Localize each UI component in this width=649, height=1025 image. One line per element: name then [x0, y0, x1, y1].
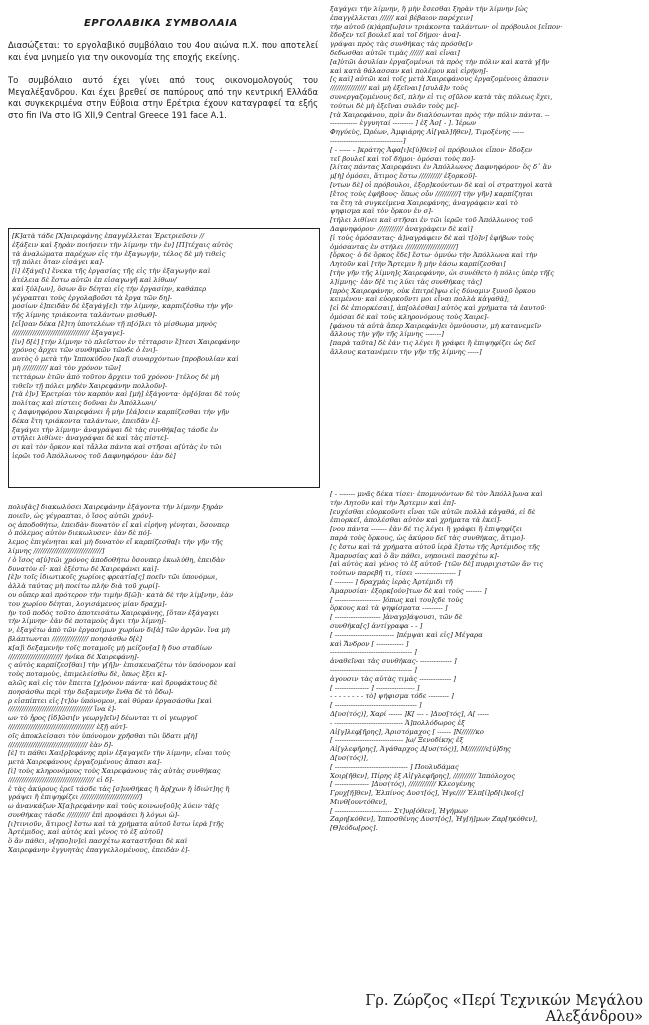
source-caption: Γρ. Ζώρζος «Περί Τεχνικών Μεγάλου Αλεξάνδρου»	[365, 993, 643, 1025]
inscription-line: αλῶς καὶ εἰς τὸν ἔπειτα [χ]ρόνον πάντα· καὶ δρυφάκτους δὲ	[8, 678, 218, 687]
inscription-line: Ἀρτέμιδος, καὶ αὐτὸς καὶ γένος τὸ ἐξ αὐτοῦ]	[8, 828, 163, 837]
inscription-line: [τήλει λιθίνει καὶ στῆσαι ἐν τῶι ἱερῶι τοῦ Ἀπόλλωνος τοῦ	[330, 216, 533, 225]
inscription-line: οῖς ἀποκλείσασι τὸν ὑπόνομον χρῆσθαι τῶι ὕδατι μ[ὴ]	[8, 731, 198, 740]
inscription-line: βλάπτωνται //////////////// ποησάσθω δ[ὲ]	[8, 634, 142, 643]
inscription-line: τῇ πόλει ὅταν εἰσάγει κα]-	[12, 258, 105, 267]
inscription-line: ος ἀποδοθήτω, ἐπειδὰν δυνατὸν εἶ καὶ εἰρήνη γένηται, ὅσονπερ	[8, 520, 230, 529]
inscription-line: [ - ----- - ]κράτης Ἀφα[ι]ε[ὺ]θεν] οἱ πρόβουλοι εἶπον· ἔδοξεν	[330, 145, 533, 154]
inscription-line: [τὰ Χαιρεφάνου, πρὶν ἂν διαλύσωνται πρὸς τὴν πόλιν πάντα. --	[330, 110, 550, 119]
inscription-line: ὁ πόλεμος αὐτὸν διεκωλυσεν· ἐὰν δὲ πό]-	[8, 529, 152, 538]
inscription-line: ////////////////////////////////////// ἐξῇ αὐτ]-	[8, 722, 128, 731]
inscription-line: λεμος ἐπιγένηται καὶ μὴ δυνατὸν εἶ καρπίζεσθα[ι τὴν γῆν τῆς	[8, 538, 223, 547]
inscription-line: Γρυχ[ῆ]θεν], Ἐλπίνος Δυστ[ός], Ἡγε//// Ἐλπ[ί]ρδ[ι]κο[ς]	[330, 789, 524, 798]
inscription-line: [νου πάντα ------- ἐὰν δέ τις λέγει ἢ γράφει ἢ ἐπιψηφίζει	[330, 525, 523, 534]
inscription-line: Αἰ[γ]λεφ[ῆρης], Ἀριστόμαχος [ ------ ]Ν//////κο	[330, 727, 484, 736]
inscription-line: ξαγάγει τὴν λίμνην· ἀναγράψαι δὲ τὰς συνθήκ[ας τάσδε ἐν	[12, 425, 219, 434]
inscription-line: ------------ ἐγγυηταί --------- ] ἐξ Ἀσ[ - ]. Ἱέρων	[330, 119, 477, 128]
inscription-line: ἱερῶι τοῦ Ἀπόλλωνος τοῦ Δαφνηφόρου· ἐὰν δὲ]	[12, 451, 176, 460]
inscription-line: συνθήκας τάσδε ////////// ἐπὶ προφάσει ἢ λόγωι ὡ]-	[8, 810, 180, 819]
inscription-line: αυτὸς ὁ μετὰ τὴν Ἱπποκύδου [κα]ὶ συναρχόντων [προβουλίαν καὶ	[12, 355, 239, 364]
inscription-line: ἀγουσιν τὰς αὐτὰς τιμὰς -------------- ]	[330, 674, 456, 683]
inscription-line: [ -------------------- ]ἀναγρ]άψουσι, τῶν δὲ	[330, 613, 463, 622]
inscription-line: καὶ κατὰ θάλασσαν καὶ πολέμου καὶ εἰρήνη]-	[330, 66, 488, 75]
inscription-line: ///////////////////////////////////// ἵνα ἐ]-	[8, 705, 117, 714]
inscription-line: Χαιρεφάνην ἐγγυητὰς ἐπαγγελλομένους, ἐπειδὰν ἐ]-	[8, 846, 190, 855]
inscription-line: ν, ἐξαγέτω ἀπὸ τῶν ἐργασίμων χωρίων δι[ὰ] τῶν ἀργῶν. ἵνα μὴ	[8, 626, 230, 635]
inscription-line: Ζαρη[κόθεν], Ἱπποσθένης Δυστ[ός], Ἡγ[ή]μων Ζαρ[ηκόθεν],	[330, 815, 538, 824]
inscription-line: ἐπαγγέλλεται ////// καὶ βέβαιον παρέχειν]	[330, 13, 473, 22]
inscription-line: [ὶν] δ[ὲ] [τὴν λίμνην τὸ πλεῖστον ἐν τέτταρσιν ἔ]τεσι Χαιρεφάνην	[12, 337, 240, 346]
inscription-line: τὴν λίμνην· ἐὰν δὲ ποταμοὺς ἄγει τὴν λίμνη]-	[8, 617, 166, 626]
inscription-line: συνεργαζομένους δεῖ, πλὴν εἰ τις σ[ῦλον κατὰ τὰς πόλεως ἔχει,	[330, 92, 553, 101]
inscription-line: σι καὶ τὸν ὅρκον καὶ τἆλλα πάντα καὶ στῆσαι α[ὐτὰς ἐν τῶι	[12, 443, 222, 452]
inscription-line: ////////////////////////////////// ἐξαγαγε]-	[12, 328, 125, 337]
inscription-line: ὴν τοῦ ποδὸς τοῦτο ἀποτεισάτω Χαιρεφάνης, [ὅταν ἐξάγαγει	[8, 608, 220, 617]
inscription-line: μετὰ Χαιρεφάνους ἐργαζομένους ἅπασι κα]-	[8, 758, 162, 767]
inscription-right-lower	[330, 490, 642, 833]
intro-paragraph-2: Το συμβόλαιο αυτό έχει γίνει από τους οικονομολογούς του Μεγαλέξανδρου. Και έχει βρεθεί σε παπύρους από την κεντρική Ελλάδα και συγκεκριμένα στην Εύβοια στην Ερέτρια έχουν καταγραφεί τα εξής στο fin IVa στο IG XII,9 Central Greece 191 face A.1.	[8, 75, 318, 120]
inscription-line: ων τὸ ἦρος [ἰδ]ῶσι[ν γεωργ]εῖν] δέωνται τι οἱ γεωργοῖ	[8, 714, 198, 723]
inscription-line: Ἀμαρυσίαι· ἐξορκ[ούν]των δὲ καὶ τοὺς ------- ]	[330, 586, 487, 595]
inscription-line: τὴν αὐτοῦ (κ)άρπ[ω]σιν τριάκοντα ταλάντων· οἱ πρόβουλοι [εἶπον·	[330, 22, 563, 31]
inscription-line: τῆς λίμνης τριάκοντα ταλάντων μισθωθ]-	[12, 311, 158, 320]
document-title: ΕΡΓΟΛΑΒΙΚΑ ΣΥΜΒΟΛΑΙΑ	[84, 18, 238, 29]
inscription-line: ψηφισμα καὶ τὸν ὅρκον ἐν σ]-	[330, 207, 434, 216]
inscription-line: δεδωσθαι αὐτῶι τιμὰς ////// καὶ εἶναι]	[330, 48, 460, 57]
inscription-line: χρόνος ἄρχει τῶν συνθηκῶν τῶνδε ὁ ἐνι]-	[12, 346, 158, 355]
inscription-line: τα ἔτη τὰ συγκείμενα Χαιρεφάνης, ἀναγράφειν καὶ τὸ	[330, 198, 518, 207]
inscription-line: τούτων παρεβῆ τι, τίσει ------------------ ]	[330, 569, 461, 578]
inscription-line: ποησάσθω περὶ τὴν δεξαμενὴν ἔνθα δὲ τὸ ὕδω]-	[8, 687, 174, 696]
inscription-line: ἐξάξειν καὶ ξηρὰν ποιήσειν τὴν λίμνην τὴν ἐν] [Π]τέχαις αὐτὸς	[12, 240, 233, 249]
inscription-line: [πρὸς Χαιρεφάνην, οὐκ ἐπιτρέ]ψω εἰς δύναμιν ξυνοῦ ὅρκου	[330, 286, 536, 295]
inscription-line: //////////////// καὶ μὴ ἐξεῖναι] [συλᾶ]ν τοὺς	[330, 84, 468, 93]
inscription-line: παρὰ τοὺς ὅρκους, ὡς ἀκύρου δεῖ τὰς συνθήκας, ἄτιμο]-	[330, 533, 526, 542]
inscription-right-upper	[330, 5, 642, 357]
inscription-line: [ - ------- μνᾶς δέκα τίσει· ἐπομνυόντων δὲ τὸν Ἀπόλλ]ωνα καὶ	[330, 490, 543, 498]
inscription-line: Χοιρ[ῆθεν], Πίρης ἐξ Αἰ[γλεφῆρης], ////////// Ἱππόλοχος	[330, 771, 516, 780]
inscription-line: [ὶ] ἐξάγε[ι] ἕνεκα τῆς ἐργασίας τῆς εἰς τὴν ἐξαγωγὴν καὶ	[12, 267, 211, 276]
inscription-line: Δ[υσ(τός)],	[330, 753, 369, 762]
inscription-line: ρ εἰσπίπτει εἰς [τ]ὸν ὑπόνομον, καὶ θύραν ἐργασάσθω [καὶ	[8, 696, 212, 705]
inscription-line: [ἐ]ν τοῖς ἰδιωτικοῖς χωρίοις φρεατία[ς] ποεῖν τῶι ὑπονόμωι,	[8, 573, 218, 582]
inscription-line: [ --------------- ]Δυσ(τός), //////////// Κλεογένης	[330, 780, 475, 789]
inscription-line: καὶ ξύλ[ων], ὅσων ἄν δέηται εἰς τὴν ἐργασίην, καθάπερ	[12, 284, 207, 293]
inscription-line: [ --------------- ] ----------------- ]	[330, 683, 420, 692]
inscription-line: καὶ Ἄνδρον [ ------------ ]	[330, 639, 409, 648]
intro-text	[8, 40, 318, 134]
inscription-line: ἀλλὰ ταύτας μὴ ποείτω πλὴν διὰ τοῦ χωρί]-	[8, 582, 160, 591]
inscription-line: του χωρίου δέηται, λογισάμενος μίαν δραχμ]-	[8, 599, 167, 608]
inscription-line: συνθήκα[ς] ἀντίγραφα - - ]	[330, 621, 423, 630]
inscription-line: τοὺς ποταμοὺς, ἐπιμελείσθω δὲ, ὅπως ἔξει κ]-	[8, 670, 167, 679]
inscription-line: ὀμόσαντας ἐν στήλει //////////////////////]	[330, 242, 459, 251]
inscription-line: ἀτέλεια δὲ ἔστω αὐτῶι ἐπ εἰσαγωγῆ καὶ λίθων/	[12, 275, 177, 284]
inscription-line: Λητοῦν καὶ [τὴν Ἄρτεμιν ἢ μὴν ἐάσω καρπίζεσθαι]	[330, 260, 506, 269]
inscription-line: [ὅρκος· ὀ δὲ ὅρκος ἔδε] ἔστω· ὀμνύω τὴν Ἀπόλλωνα καὶ τὴν	[330, 251, 538, 260]
inscription-line: ς αὐτὸς καρπίζεσ[θαι] τὴν γ[ῆ]ν· ἐπισκευαζέτω τὸν ὑπόνομον καὶ	[8, 661, 237, 670]
inscription-line: τιθεῖν τῇ πόλει μηδὲν Χαιρεφάνην πολλοῦν]-	[12, 381, 168, 390]
inscription-line: λ]ίμνης· ἐὰν δ[ὲ τις λύει τὰς συνθήκας τὰς]	[330, 277, 482, 286]
inscription-line: [φάνου τὰ αὐτὰ ἅπερ Χαιρεφάν]ει ὀμνύουσιν, μὴ κατανεμεῖν	[330, 321, 542, 330]
inscription-line: [ ------------------------------------ ]	[330, 701, 422, 710]
inscription-line: Φηγύεὺς, Ὠρέων, Ἀμφιάρης Αἰ[γαλ]ῆθεν], Τιμοξένης -----	[330, 128, 524, 137]
inscription-line: ξαγάγει τὴν λίμνην, ἢ μὴν ἔσεσθαι ξηρὰν τὴν λίμνην [ὡς	[330, 5, 528, 13]
inscription-left-upper	[12, 232, 316, 461]
inscription-line: [λίτας πάντας Χαιρεφάνει ἐν Ἀπόλλωνος Δαφνηφόρου· ὃς δ᾽ ἂν	[330, 163, 552, 172]
inscription-line: [ι]τινιοῦν, ἄτιμος] ἔστω καὶ τὰ χρήματα αὐτοῦ ἔστω ἱερὰ [τῆς	[8, 819, 224, 828]
inscription-line: ἄλλους τὴν γῆν τῆς λίμνης -------]	[330, 330, 444, 339]
inscription-line: [εἶ]σαν δέκα [ἔ]τη ὑποτελέων τῇ π[ό]λει τὸ μίσθωμα μηνὸς	[12, 319, 217, 328]
inscription-line: /////////////////////////////////// ἐὰν δ]-	[8, 740, 114, 749]
inscription-line: [τὴν γῆν τῆς λίμνη]ς Χαιρεφάνην, ὡι συνέθετο ἡ πόλις ὑπὲρ τῆ[ς	[330, 268, 555, 277]
inscription-line: ς Δαφνηφόρου Χαιρεφάνει ἦ μὴν [ἐά]σειν καρπίζεσθαι τὴν γῆν	[12, 407, 230, 416]
inscription-line: [παρὰ ταῦτα] δὲ ἐάν τις λέγει ἢ γράφει ἢ ἐπιψηφίζει ὡς δεῖ	[330, 339, 536, 348]
inscription-line: δυνατὸν εἶ· καὶ ἐξέστω δὲ Χαιρεφάνει καὶ]-	[8, 564, 159, 573]
inscription-line: ου οὗπερ καὶ πρότερον τὴν τιμὴν δ[ῶ]ι· κατὰ δὲ τὴν λίμ[νην, ἐὰν	[8, 590, 233, 599]
inscription-line: / ὁ ἴσος α[ὐ]τῶι χρόνος ἀποδοθήτω ὅσονπερ ἐκωλύθη, ἐπειδὰν	[8, 555, 225, 564]
inscription-line: ἔδοξεν τεῖ βουλεῖ καὶ τοῖ δήμοι· ἀνα]-	[330, 31, 462, 40]
inscription-line: ἑ τὰς ἀκύρους ἐρεῖ τάσδε τὰς [σ]υνθήκας ἢ ἄρ[χων ἢ ἰδιώτ]ης ἢ	[8, 784, 230, 793]
inscription-line: ------------------------------------ ]	[330, 665, 417, 674]
inscription-line: πολίτας καὶ πίστεις δοῦναι ἐν Ἀπόλλωνι/	[12, 399, 157, 408]
inscription-line: ἀναθεῖναι τὰς συνθήκας- -------------- ]	[330, 657, 457, 666]
inscription-line: [ -------------------- ]όπως καὶ του]ςδε τοὺς	[330, 595, 464, 604]
inscription-line: [α]ὐτῶι ἀσυλίαν ἐργαζομένωι τὰ πρὸς τὴν πόλιν καὶ κατὰ γ[ῆν	[330, 57, 550, 66]
inscription-line: λίμνης //////////////////////////////]	[8, 546, 105, 555]
inscription-line: τεττάρων ἐτῶν ἀπὸ τοῦτου ἄρχειν τοῦ χρόνου· [τέλος δὲ μὴ	[12, 372, 220, 381]
inscription-line: Δ[υσ(τός)], Χαρί ------ ]Κ[ --- - ]Δυσ[τός], Α[ -----	[330, 709, 489, 718]
inscription-line: ω ἀνανκάζων Χ[α]ιρεφάνην καὶ τοὺς κοινων[οῦ]ς λύειν τὰ[ς	[8, 802, 219, 811]
inscription-line: ////////////////////////////////////// εἰ δ]-	[8, 775, 114, 784]
inscription-line: [ὶ] τοὺς κληρονόμους τοὺς Χαιρεφάνους τὰς αὐτὰς συνθήκας	[8, 766, 221, 775]
inscription-line: μ[ὴ] ὀμόσει, ἄτιμος ἔστω ////////// ἐξορκοῦ]-	[330, 172, 478, 181]
inscription-line: Αἰ[γλεφῆρης], Ἀγάθαρχος Δ[υσ(τός)], Μ////////ε[ύ]δης	[330, 745, 511, 754]
inscription-line: [ς ἔστω καὶ τὰ χρήματα αὐτοῦ ἱερὰ ἔ]στω τῆς Ἀρτέμιδος τῆς	[330, 542, 540, 551]
inscription-line: [αὶ αὐτὸς καὶ γένος τὸ ἐξ αὐτοῦ· [τῶν δὲ] πυρριχιστῶν ἄν τις	[330, 560, 544, 569]
inscription-line: στήλει λιθίνει· ἀναγράψαι δὲ καὶ τὰς πίστε]-	[12, 434, 169, 443]
inscription-line: δέκα ἔτη τριάκοντα ταλάντων, ἐπειδὰν ἐ]-	[12, 416, 160, 425]
inscription-line: [ἔτος τοὺς ἐφήβους· ὅπως οὖν //////////] τὴν γῆν] καρπίζηται	[330, 189, 534, 198]
inscription-line: //////////////////////// ἠνίκα δὲ Χαιρεφάνη]-	[8, 652, 139, 661]
inscription-line: Μινθ[ουντόθεν],	[330, 797, 388, 806]
inscription-line: μὴ /////////// καὶ τὸν χρόνον τῶν]	[12, 363, 121, 372]
inscription-line: τὰ ἀναλώματα παρέχων εἰς τὴν ἐξαγωγήν, τέλος δὲ μὴ τιθεὶς	[12, 249, 226, 258]
inscription-line: - - - - - - - - τὸ] ψήφισμα τόδε --------- ]	[330, 692, 454, 701]
inscription-line: πολυ[ὰς] διακωλύσει Χαιρεφάνην ἐξάγοντα τὴν λίμνην ξηρὰν	[8, 503, 223, 511]
intro-paragraph-1: Διασώζεται: το εργολαβικό συμβόλαιο του 4ου αιώνα π.Χ. που αποτελεί και ένα μνημείο για την οικονομία της εποχής εκείνης.	[8, 40, 318, 62]
inscription-line: --------------------------------]	[330, 136, 406, 145]
inscription-line: ------------------------------------ ]	[330, 648, 417, 657]
inscription-left-lower	[8, 503, 320, 855]
inscription-line: [ευχέσθαι εὐορκοῦντι εἶναι τῶι αὐτῶι πολλὰ κἀγαθά, εἰ δὲ	[330, 507, 536, 516]
inscription-line: γράψει ἢ ἐπιψηφίζει //////////////////////////]	[8, 793, 143, 802]
inscription-line: κ[α]ὶ δεξαμενὴν τοῖς ποταμοῖς μὴ μείζον[α] ἢ δυο σταδίων	[8, 643, 212, 652]
inscription-line: [ντων δὲ] οἱ πρόβουλοι, ἐξορ]κούντων δὲ καὶ οἱ στρατηγοὶ κατὰ	[330, 180, 553, 189]
inscription-line: Ἀμαρυσίας καὶ ὃ ἂν πάθει, νηποινεὶ πασχέτω κ]-	[330, 551, 500, 560]
inscription-line: [ς καὶ] αὐτῶι καὶ τοῖς μετὰ Χαιρεφάνους ἐργαζομένοις ἅπασιν	[330, 75, 549, 84]
inscription-line: ἄλλους κατανέμειν τὴν γῆν τῆς λίμνης -----]	[330, 348, 482, 357]
inscription-line: [εἰ δὲ ἐπιορκέσαι], ἀπ[ολέσθαι] αὐτὸς καὶ χρήματα τὰ ἑαυτοῦ·	[330, 304, 547, 313]
inscription-line: γράψαι πρὸς τὰς συνθήκας τὰς πρόσθε[ν	[330, 40, 473, 49]
inscription-line: γέγραπται τοὺς ἐργολαβοῦσι τὰ ἔργα τῶν δη]-	[12, 293, 172, 302]
inscription-line: [Θ]εόδω[ρος].	[330, 824, 378, 833]
inscription-line: μοσίων ἐ]πειδὰν δὲ ἐξαγάγ[ε]ι τὴν λίμνην, καρπιζέσθω τὴν γῆν	[12, 302, 233, 311]
inscription-line: [ἱ τοὺς ὀμόσαντας· ἀ]ναγράφειν δὲ καὶ τ[ὸ]ν] ἐφήβων τοὺς	[330, 233, 534, 242]
inscription-line: τούτωι δὲ μὴ ἐξεῖναι συλᾶν τοὺς με]-	[330, 101, 459, 110]
inscription-line: ὅρκους καὶ τὰ ψηφίσματα --------- ]	[330, 604, 448, 613]
inscription-line: [τὰ ἐ]ν] Ἐρετρίαι τὸν καρπὸν καὶ [μὴ] ἐξάγοντα· ὀμ[ό]σαι δὲ τοὺς	[12, 390, 241, 399]
inscription-line: ὀμόσαι δὲ καὶ τοὺς κληρονόμους τοὺς Χαιρε]-	[330, 312, 489, 321]
inscription-line: [ -------- ] δραχμὰς ἱερὰς Ἀρτέμιδι τῆ	[330, 577, 453, 586]
inscription-line: [ ------------------------------ ]ω/ Ξενοδίκης ἐξ	[330, 736, 464, 745]
inscription-line: [ -------------------------- ]πέμψαι καὶ εἰς] Μέγαρα	[330, 630, 483, 639]
inscription-line: ποιεῖν, ὡς γέγραπται, ὁ ἴσος αὐτῶι χρόν]-	[8, 511, 154, 520]
inscription-line: τεῖ βουλεῖ καὶ τοῖ δήμοι· ὀμόσαι τοὺς πο]-	[330, 154, 476, 163]
inscription-line: τὴν Λητοῦν καὶ τὴν Ἄρτεμιν καὶ ἐπ]-	[330, 498, 457, 507]
inscription-line: - ------------------------------ Ἀ]πολλόδωρος ἐξ	[330, 718, 465, 727]
inscription-line: [ ------------------------- Στ]υρ[όθεν], Ἡγήμων	[330, 806, 468, 815]
inscription-line: ὃ ἂν πάθει, ν[ηπο]ιν]εὶ πασχέτω καταστῆσαι δὲ καὶ	[8, 837, 188, 846]
inscription-line: [Κ]ατὰ τάδε [Χ]αιρεφάνης ἐπαγγέλλεται Ἐρετριεῦσιν //	[12, 232, 205, 240]
inscription-line: [ -------------------------------- ] Πουλυδάμας	[330, 762, 459, 771]
inscription-line: κειμένου· καὶ εὐορκοῦντι μοι εἶναι πολλὰ κἀγαθὰ],	[330, 295, 509, 304]
inscription-line: Δαφνηφόρου· /////////// ἀναγράφειν δὲ καὶ]	[330, 224, 473, 233]
inscription-line: [ὲ] τι πάθει Χαι[ρ]εφάνης πρὶν ἐξαγαγεῖν τὴν λίμνην, εἶναι τοὺς	[8, 749, 231, 758]
inscription-line: ἐπιορκεῖ, ἀπολέσθαι αὐτὸν καὶ χρήματα τὰ ἐκεί]-	[330, 516, 502, 525]
